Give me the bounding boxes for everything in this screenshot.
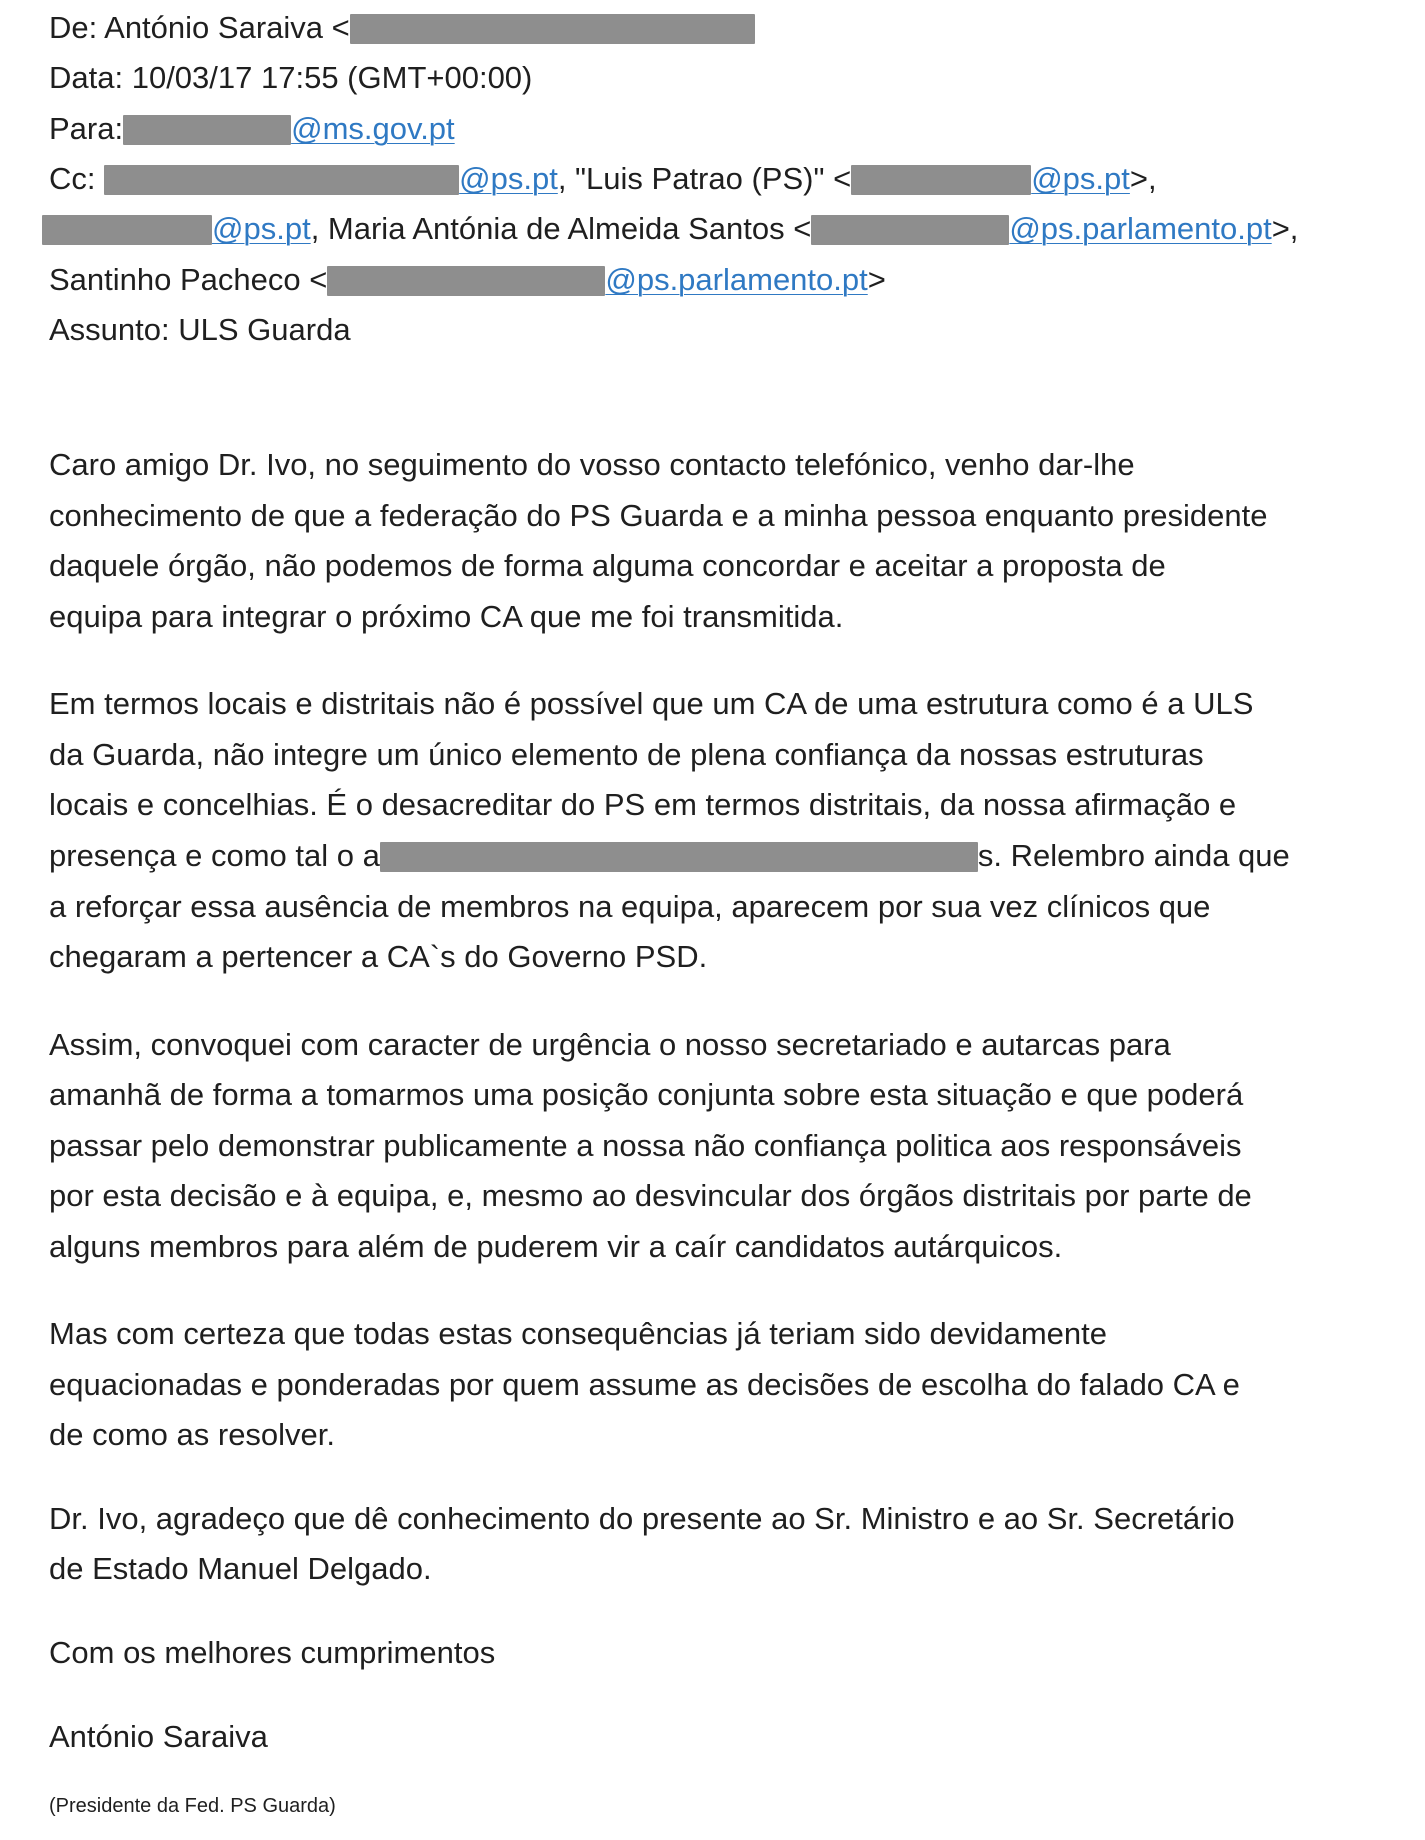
body-text-line: por esta decisão e à equipa, e, mesmo ao desvincular dos órgãos distritais por parte de — [49, 1178, 1252, 1213]
cc-line-3 — [49, 260, 886, 300]
body-text-line: a reforçar essa ausência de membros na equipa, aparecem por sua vez clínicos que — [49, 889, 1211, 924]
cc-separator: > — [867, 262, 886, 297]
cc-separator: >, — [1271, 211, 1299, 246]
to-line — [49, 109, 455, 149]
body-text-line: de como as resolver. — [49, 1417, 336, 1452]
closing-text: Com os melhores cumprimentos — [49, 1635, 496, 1670]
body-text-line: amanhã de forma a tomarmos uma posição conjunta sobre esta situação e que poderá — [49, 1077, 1244, 1112]
redaction-block — [123, 115, 291, 145]
redaction-block — [327, 266, 605, 296]
body-text-line: equacionadas e ponderadas por quem assume as decisões de escolha do falado CA e — [49, 1367, 1240, 1402]
from-line — [49, 8, 755, 48]
cc-email-link[interactable]: @ps.pt — [212, 211, 311, 246]
redaction-block — [380, 842, 978, 872]
body-text-line: daquele órgão, não podemos de forma alguma concordar e aceitar a proposta de — [49, 548, 1166, 583]
body-text-line: de Estado Manuel Delgado. — [49, 1551, 432, 1586]
cc-email-link[interactable]: @ps.pt — [1031, 161, 1130, 196]
body-text-line: Dr. Ivo, agradeço que dê conhecimento do presente ao Sr. Ministro e ao Sr. Secretário — [49, 1501, 1235, 1536]
body-text-line: Assim, convoquei com caracter de urgência o nosso secretariado e autarcas para — [49, 1027, 1171, 1062]
cc-name-text: , "Luis Patrao (PS)" < — [557, 161, 852, 196]
redaction-block — [811, 215, 1009, 245]
body-text-line: conhecimento de que a federação do PS Guarda e a minha pessoa enquanto presidente — [49, 498, 1268, 533]
body-text-line: locais e concelhias. É o desacreditar do PS em termos distritais, da nossa afirmação e — [49, 787, 1237, 822]
redaction-block — [851, 165, 1031, 195]
body-text-fragment: s. Relembro ainda que — [977, 838, 1290, 873]
cc-email-link[interactable]: @ps.parlamento.pt — [605, 262, 868, 297]
redaction-block — [104, 165, 459, 195]
cc-email-link[interactable]: @ps.parlamento.pt — [1009, 211, 1272, 246]
signature-title: (Presidente da Fed. PS Guarda) — [49, 1795, 336, 1817]
body-text-line-redacted — [49, 836, 1290, 876]
cc-line-1 — [49, 159, 1157, 199]
body-text-line: chegaram a pertencer a CA`s do Governo PSD. — [49, 939, 708, 974]
date-line: Data: 10/03/17 17:55 (GMT+00:00) — [49, 60, 533, 95]
body-text-line: Em termos locais e distritais não é possível que um CA de uma estrutura como é a ULS — [49, 686, 1254, 721]
cc-email-link[interactable]: @ps.pt — [459, 161, 558, 196]
to-email-link[interactable]: @ms.gov.pt — [291, 111, 455, 146]
redaction-block — [350, 14, 755, 44]
body-text-fragment: presença e como tal o a — [49, 838, 380, 873]
body-text-line: da Guarda, não integre um único elemento de plena confiança da nossas estruturas — [49, 737, 1204, 772]
cc-label: Cc: — [49, 161, 96, 196]
cc-separator: >, — [1129, 161, 1157, 196]
body-text-line: Caro amigo Dr. Ivo, no seguimento do vosso contacto telefónico, venho dar-lhe — [49, 447, 1135, 482]
to-label: Para: — [49, 111, 124, 146]
redaction-block — [42, 215, 212, 245]
subject-line: Assunto: ULS Guarda — [49, 312, 351, 347]
cc-name-text: Santinho Pacheco < — [49, 262, 328, 297]
body-text-line: Mas com certeza que todas estas consequências já teriam sido devidamente — [49, 1316, 1108, 1351]
signature-name: António Saraiva — [49, 1719, 268, 1754]
cc-line-2 — [42, 209, 1298, 249]
body-text-line: passar pelo demonstrar publicamente a nossa não confiança politica aos responsáveis — [49, 1128, 1242, 1163]
body-text-line: equipa para integrar o próximo CA que me foi transmitida. — [49, 599, 844, 634]
from-label: De: António Saraiva < — [49, 10, 350, 45]
cc-name-text: , Maria Antónia de Almeida Santos < — [310, 211, 812, 246]
body-text-line: alguns membros para além de puderem vir a caír candidatos autárquicos. — [49, 1229, 1063, 1264]
